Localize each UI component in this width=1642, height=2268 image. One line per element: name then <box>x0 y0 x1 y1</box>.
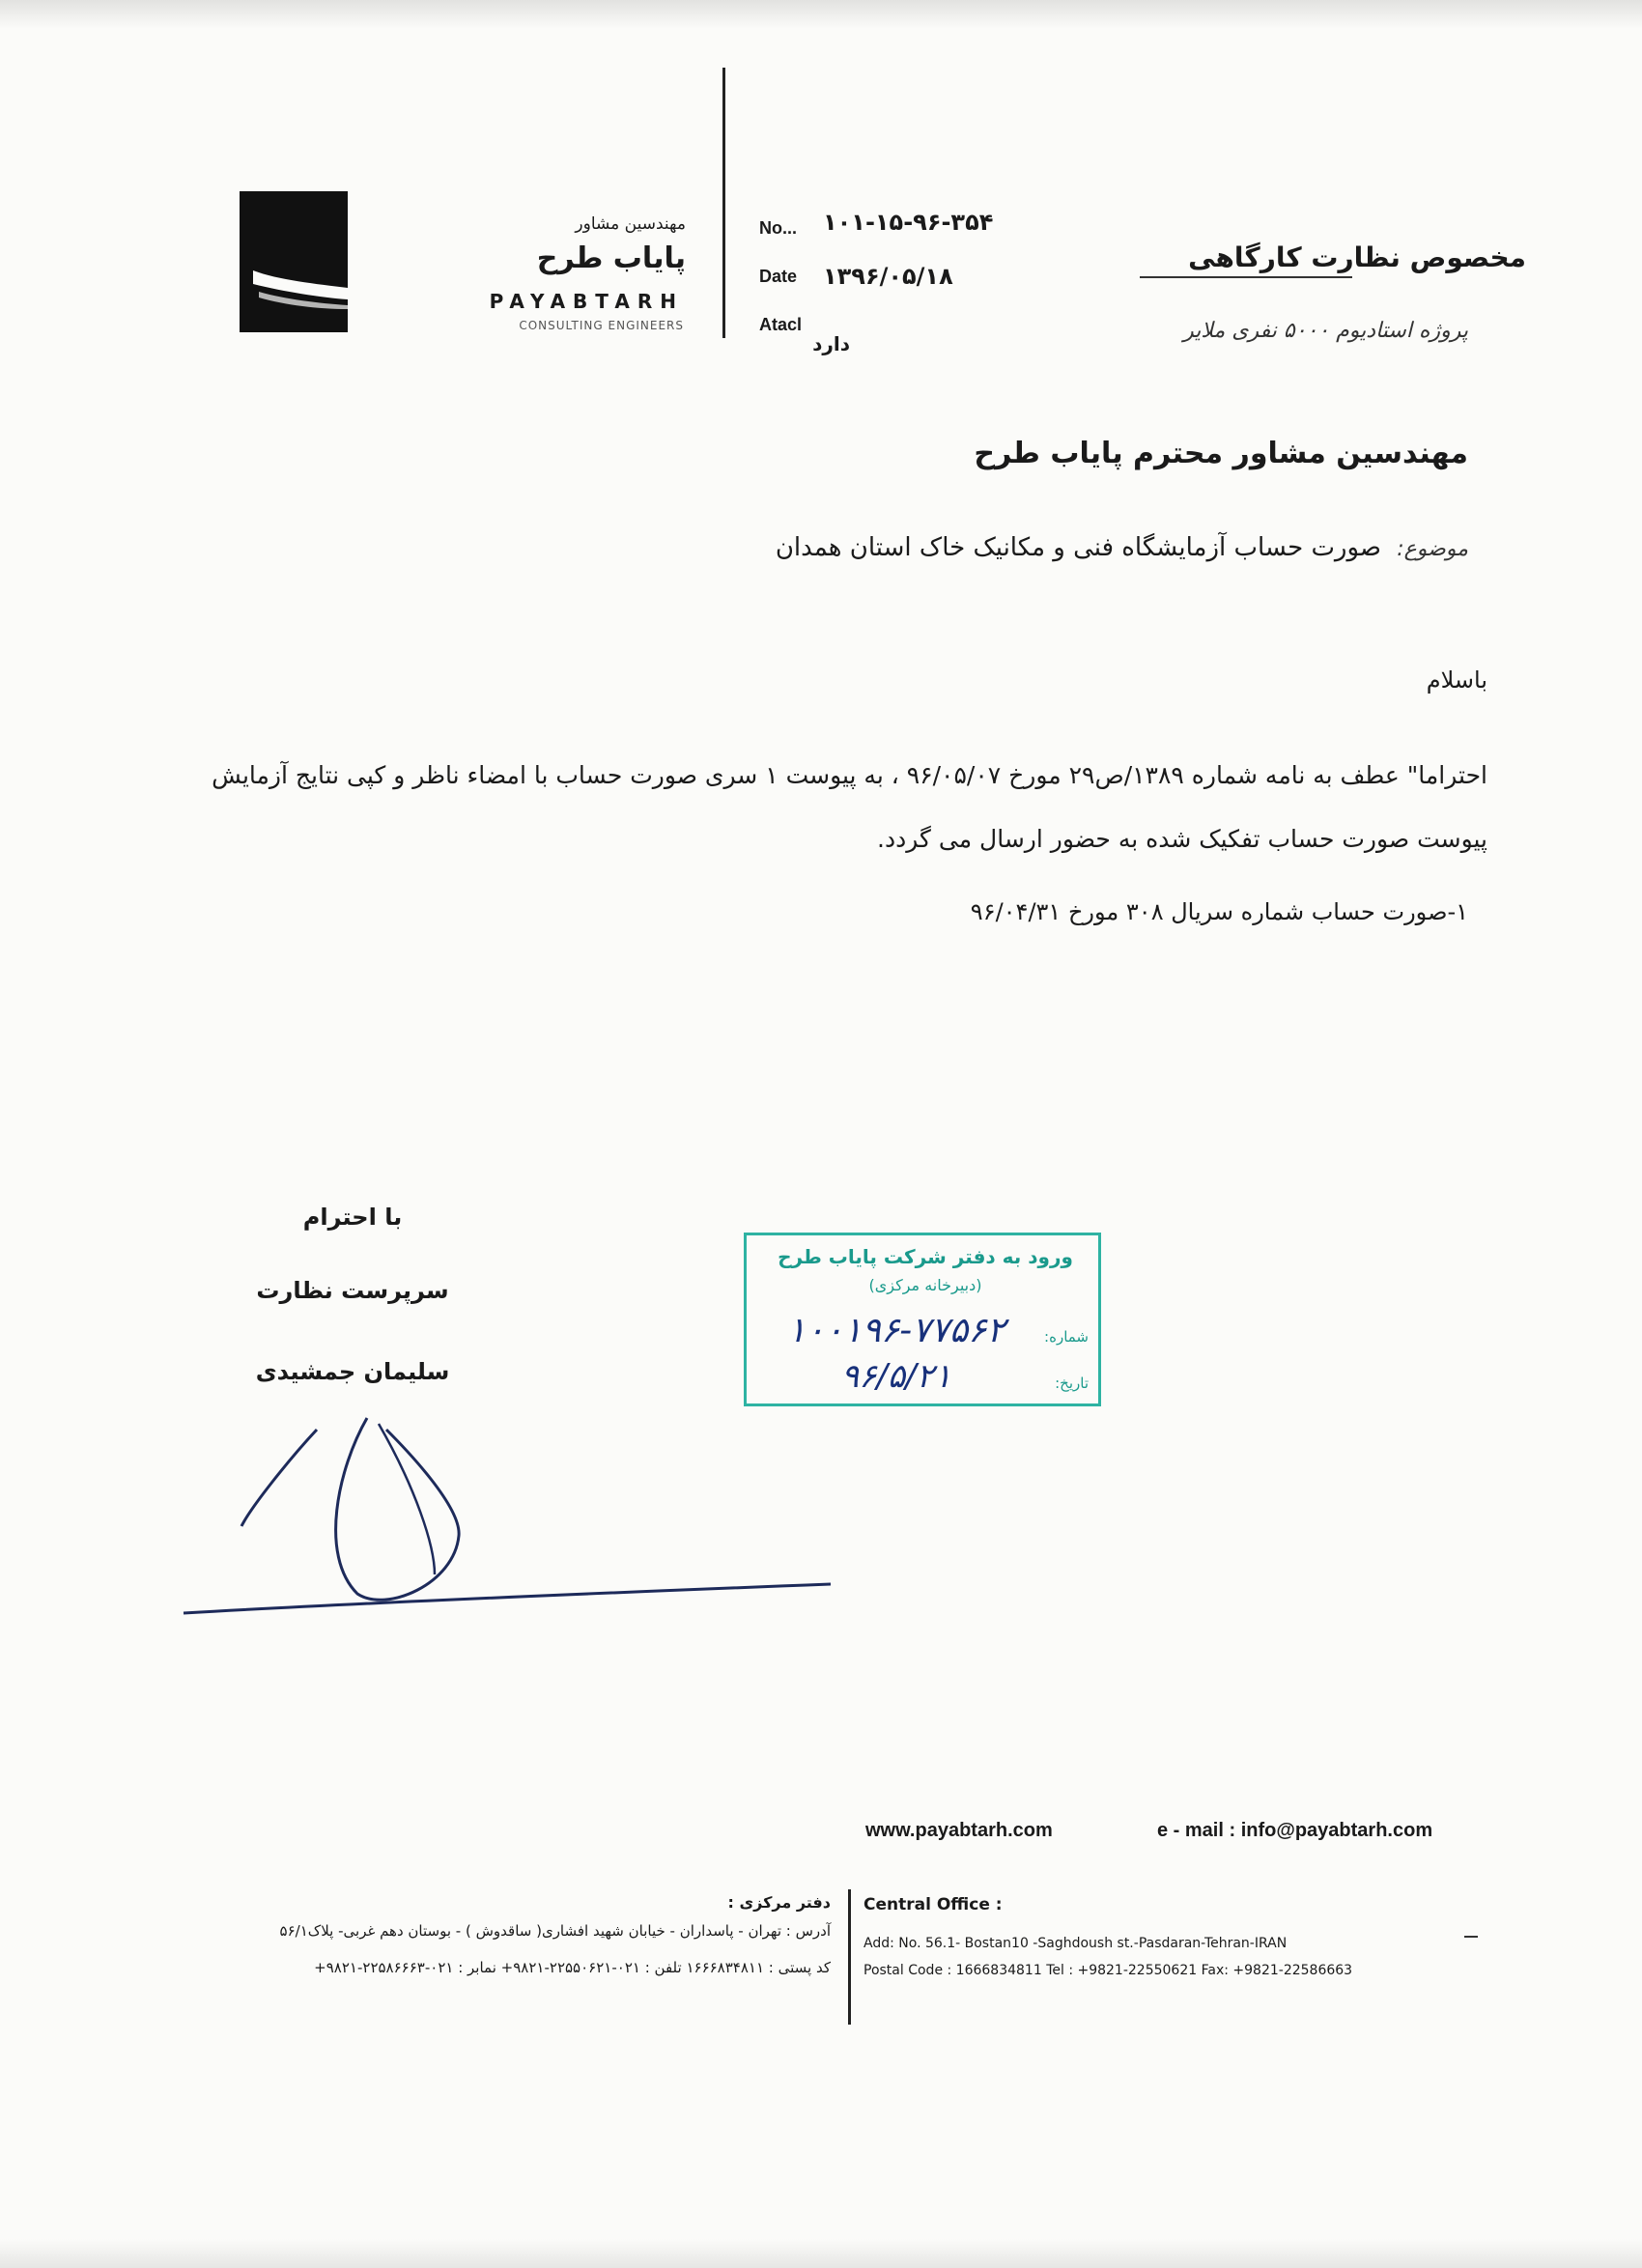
registration-stamp <box>744 1233 1101 1406</box>
attachment-list-item: ۱-صورت حساب شماره سریال ۳۰۸ مورخ ۹۶/۰۴/۳۱ <box>970 898 1468 925</box>
stamp-title: ورود به دفتر شرکت پایاب طرح <box>778 1245 1073 1268</box>
stamp-date-label: تاریخ: <box>1055 1375 1089 1392</box>
footer-contact-en: Postal Code : 1666834811 Tel : +9821-22550621 Fax: +9821-22586663 <box>863 1963 1353 1978</box>
firm-tagline-en: CONSULTING ENGINEERS <box>519 319 684 332</box>
subject-label: موضوع: <box>1397 537 1468 561</box>
subject-text: صورت حساب آزمایشگاه فنی و مکانیک خاک استان همدان <box>775 533 1381 562</box>
footer-address-fa: آدرس : تهران - پاسداران - خیابان شهید افشاری( ساقدوش ) - بوستان دهم غربی- پلاک۵۶/۱ <box>279 1922 831 1940</box>
stamp-subtitle: (دبیرخانه مرکزی) <box>868 1276 982 1294</box>
signer-name: سلیمان جمشیدی <box>255 1358 450 1385</box>
footer-divider <box>848 1889 851 2025</box>
special-supervision-title: مخصوص نظارت کارگاهی <box>1188 241 1526 273</box>
letter-number-label: No... <box>759 218 797 238</box>
letter-number-value: ۱۰۱-۱۵-۹۶-۳۵۴ <box>823 209 994 236</box>
stamp-number-label: شماره: <box>1044 1328 1089 1346</box>
letter-date-label: Date <box>759 267 798 286</box>
margin-mark <box>1464 1936 1478 1938</box>
handwritten-signature-icon <box>174 1410 850 1632</box>
footer-office-label-en: Central Office : <box>863 1895 1003 1914</box>
special-supervision-underline <box>1140 276 1352 278</box>
letter-body-line: پیوست صورت حساب تفکیک شده به حضور ارسال می گردد. <box>877 825 1487 853</box>
letter-body-line: احتراما" عطف به نامه شماره ۱۳۸۹/ص۲۹ مورخ ۹۶/۰۵/۰۷ ، به پیوست ۱ سری صورت حساب با امضاء ناظر و کپی نتایج آزمایش <box>212 761 1487 789</box>
footer-contact-fa: کد پستی : ۱۶۶۶۸۳۴۸۱۱ تلفن : ۰۲۱-۲۲۵۵۰۶۲۱-۹۸۲۱+ نمابر : ۰۲۱-۲۲۵۸۶۶۶۳-۹۸۲۱+ <box>314 1959 831 1976</box>
firm-name-en: PAYABTARH <box>489 290 684 313</box>
header-divider <box>722 68 725 338</box>
attachment-value: دارد <box>812 332 850 355</box>
payabtarh-logo-icon <box>240 191 348 332</box>
footer-office-label-fa: دفتر مرکزی : <box>727 1893 831 1912</box>
signer-position: سرپرست نظارت <box>256 1277 449 1304</box>
recipient: مهندسین مشاور محترم پایاب طرح <box>974 437 1468 470</box>
project-name: پروژه استادیوم ۵۰۰۰ نفری ملایر <box>1183 319 1468 343</box>
greeting: باسلام <box>1426 666 1487 694</box>
website-link[interactable]: www.payabtarh.com <box>865 1820 1053 1841</box>
attachment-label: Atacl <box>759 315 803 334</box>
stamp-date-value: ۹۶/۵/۲۱ <box>840 1357 952 1396</box>
firm-name-fa-small: مهندسین مشاور <box>575 214 686 234</box>
letter-date-value: ۱۳۹۶/۰۵/۱۸ <box>823 263 953 290</box>
letter-body <box>184 744 1487 871</box>
firm-name-fa: پایاب طرح <box>536 241 686 275</box>
email-link[interactable]: e - mail : info@payabtarh.com <box>1157 1820 1433 1841</box>
scan-edge-bottom <box>0 2239 1642 2268</box>
scan-edge-top <box>0 0 1642 29</box>
closing: با احترام <box>302 1204 403 1231</box>
stamp-number-value: ۱۰۰۱۹۶-۷۷۵۶۲ <box>787 1311 1005 1350</box>
footer-address-en: Add: No. 56.1- Bostan10 -Saghdoush st.-Pasdaran-Tehran-IRAN <box>863 1936 1288 1951</box>
